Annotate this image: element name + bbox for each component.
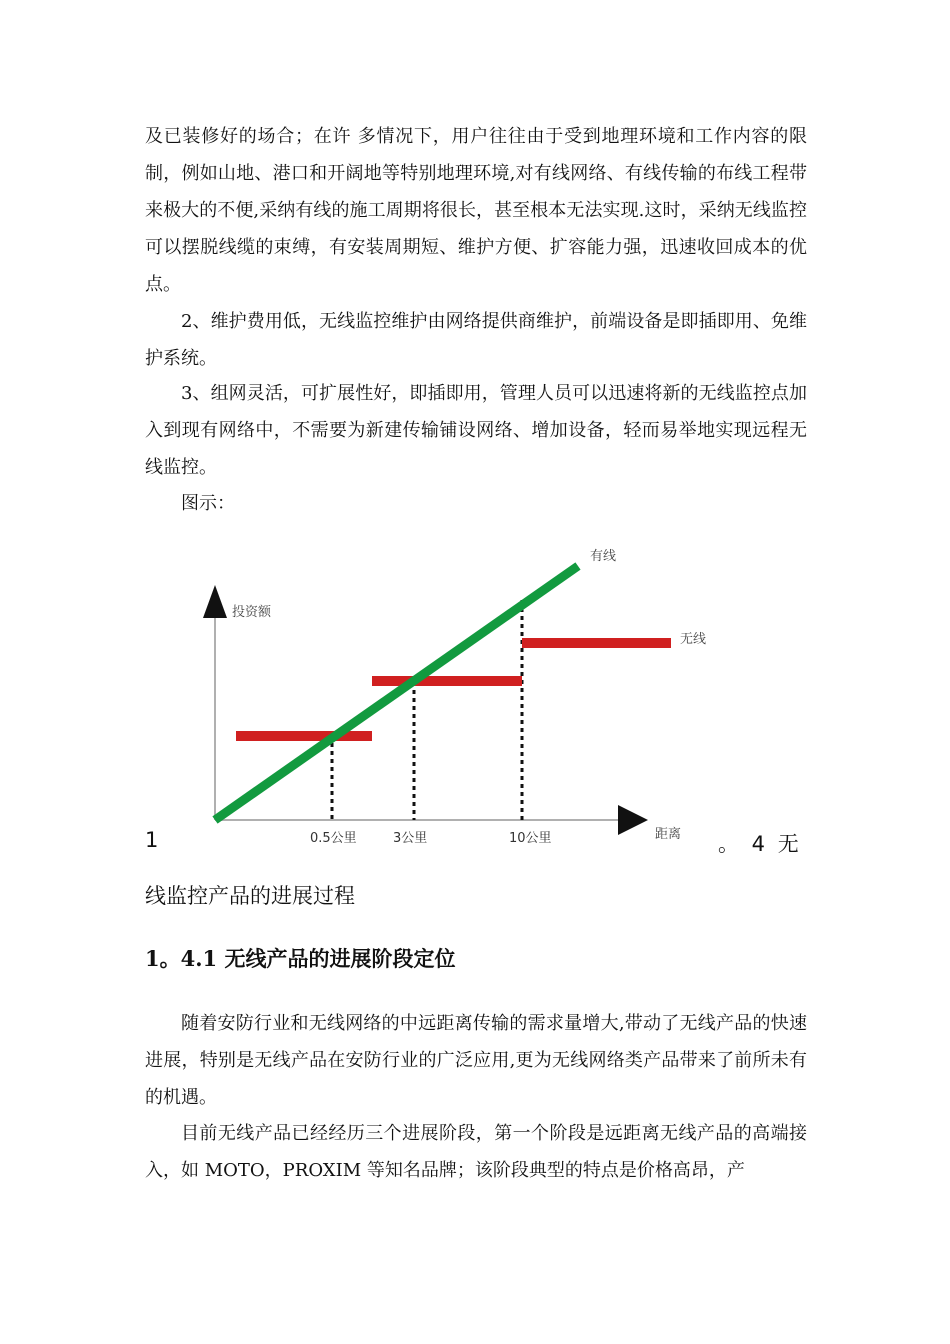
body-paragraph: 2、维护费用低，无线监控维护由网络提供商维护，前端设备是即插即用、免维护系统。 bbox=[145, 311, 807, 369]
figure-caption-part: 。 4 无 bbox=[718, 832, 799, 856]
series-label-wired: 有线 bbox=[590, 549, 617, 564]
figure-intro: 图示： bbox=[181, 493, 235, 514]
body-paragraph: 目前无线产品已经经历三个进展阶段，第一个阶段是远距离无线产品的高端接入，如 MOTO，PROXIM 等知名品牌；该阶段典型的特点是价格高昂，产 bbox=[145, 1123, 807, 1181]
section-heading: 1。4.1 无线产品的进展阶段定位 bbox=[145, 946, 456, 971]
series-label-wireless: 无线 bbox=[680, 632, 707, 647]
y-axis-label: 投资额 bbox=[232, 605, 272, 620]
body-paragraph: 及已装修好的场合；在许 多情况下，用户往往由于受到地理环境和工作内容的限制，例如山地、港口和开阔地等特别地理环境,对有线网络、有线传输的布线工程带来极大的不便,采纳有线的施工周期将很长，甚至根本无法实现.这时，采纳无线监控可以摆脱线缆的束缚，有安装周期短、维护方便、扩容能力强，迅速收回成本的优点。 bbox=[145, 126, 807, 295]
body-paragraph: 随着安防行业和无线网络的中远距离传输的需求量增大,带动了无线产品的快速进展，特别是无线产品在安防行业的广泛应用,更为无线网络类产品带来了前所未有的机遇。 bbox=[145, 1013, 807, 1108]
y-axis-arrow-icon bbox=[203, 585, 227, 618]
figure-caption-line2: 线监控产品的进展过程 bbox=[145, 884, 355, 908]
x-tick-label: 10公里 bbox=[509, 831, 552, 846]
x-tick-label: 0.5公里 bbox=[310, 831, 357, 846]
figure-number: 1 bbox=[145, 828, 159, 852]
x-axis-label: 距离 bbox=[655, 827, 682, 842]
x-tick-label: 3公里 bbox=[393, 831, 428, 846]
investment-distance-chart bbox=[190, 540, 710, 850]
x-axis-arrow-icon bbox=[618, 805, 648, 835]
body-paragraph: 3、组网灵活，可扩展性好，即插即用，管理人员可以迅速将新的无线监控点加入到现有网络中，不需要为新建传输铺设网络、增加设备，轻而易举地实现远程无线监控。 bbox=[145, 383, 807, 478]
